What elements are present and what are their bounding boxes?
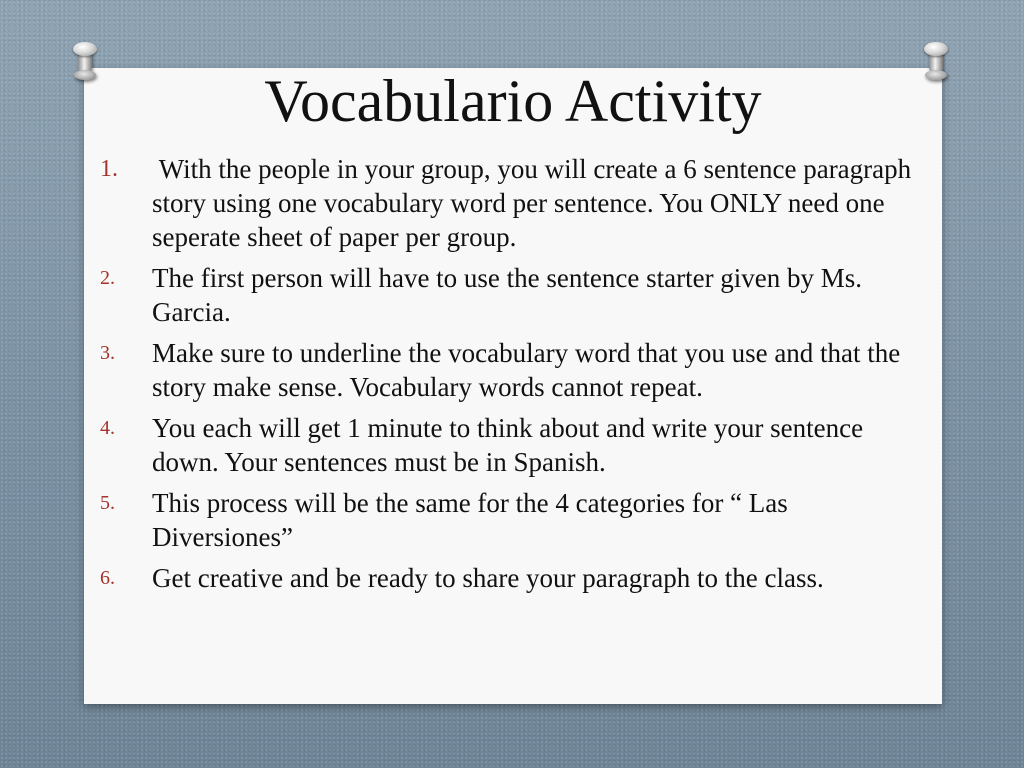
slide-title: Vocabulario Activity: [264, 68, 762, 134]
instruction-list: [100, 152, 920, 602]
list-number: 4.: [100, 417, 115, 439]
list-item: [100, 486, 920, 554]
list-item-text: This process will be the same for the 4 categories for “ Las Diversiones”: [152, 488, 788, 552]
list-item: [100, 261, 920, 329]
list-number: 6.: [100, 567, 115, 589]
list-number: 3.: [100, 342, 115, 364]
list-number: 5.: [100, 492, 115, 514]
list-item: [100, 152, 920, 254]
list-item-text: You each will get 1 minute to think about and write your sentence down. Your sentences must be in Spanish.: [152, 413, 864, 477]
list-item-text: Get creative and be ready to share your paragraph to the class.: [152, 563, 824, 593]
list-number: 2.: [100, 267, 115, 289]
list-item-text: The first person will have to use the sentence starter given by Ms. Garcia.: [152, 263, 863, 327]
list-item: [100, 411, 920, 479]
list-item: [100, 561, 920, 595]
list-item-text: With the people in your group, you will create a 6 sentence paragraph story using one vocabulary word per sentence. You ONLY need one seperate sheet of paper per group.: [152, 154, 918, 252]
list-item-text: Make sure to underline the vocabulary word that you use and that the story make sense. Vocabulary words cannot repeat.: [152, 338, 901, 402]
list-item: [100, 336, 920, 404]
list-number: 1.: [100, 156, 118, 182]
